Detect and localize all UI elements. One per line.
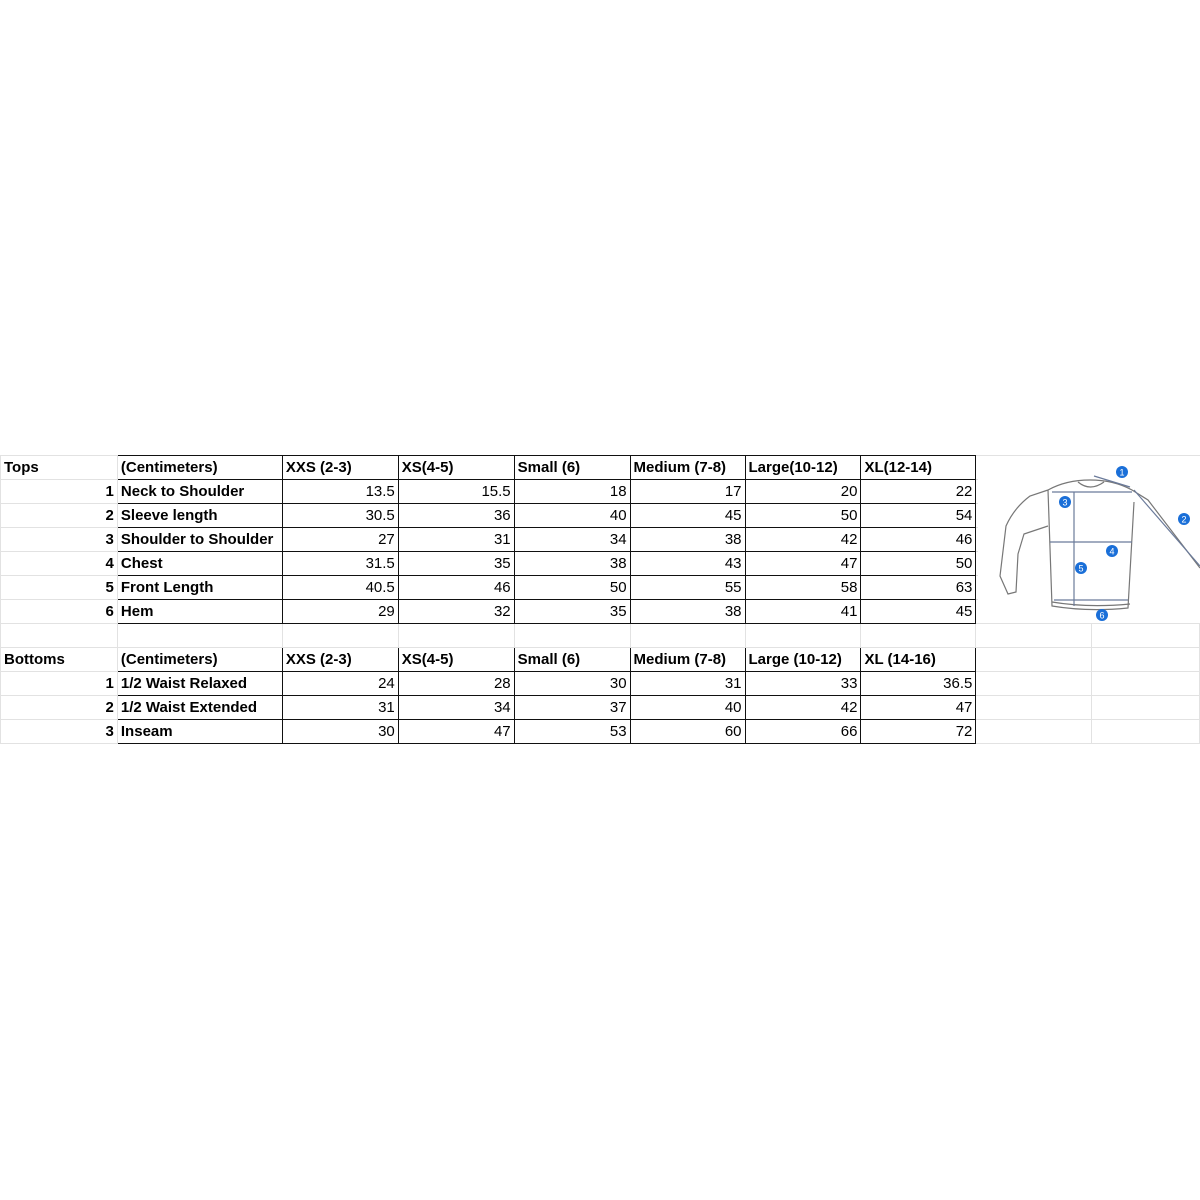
row-index[interactable]: 5 xyxy=(1,576,118,600)
size-chart-sheet xyxy=(0,455,1200,745)
value-cell[interactable]: 38 xyxy=(514,552,630,576)
row-index[interactable]: 1 xyxy=(1,480,118,504)
value-cell[interactable]: 42 xyxy=(745,696,861,720)
empty-cell[interactable] xyxy=(398,624,514,648)
value-cell[interactable]: 13.5 xyxy=(282,480,398,504)
spacer-row xyxy=(1,624,1200,648)
value-cell[interactable]: 58 xyxy=(745,576,861,600)
bottoms-section-label[interactable]: Bottoms xyxy=(1,648,118,672)
tops-header-medium[interactable]: Medium (7-8) xyxy=(630,456,745,480)
value-cell[interactable]: 47 xyxy=(745,552,861,576)
value-cell[interactable]: 34 xyxy=(514,528,630,552)
bottoms-header-row xyxy=(1,648,1200,672)
value-cell[interactable]: 47 xyxy=(398,720,514,744)
value-cell[interactable]: 30 xyxy=(282,720,398,744)
empty-cell[interactable] xyxy=(976,648,1092,672)
tops-header-large[interactable]: Large(10-12) xyxy=(745,456,861,480)
empty-cell[interactable] xyxy=(745,624,861,648)
value-cell[interactable]: 27 xyxy=(282,528,398,552)
empty-cell[interactable] xyxy=(1,624,118,648)
value-cell[interactable]: 31.5 xyxy=(282,552,398,576)
value-cell[interactable]: 30 xyxy=(514,672,630,696)
bottoms-header-large[interactable]: Large (10-12) xyxy=(745,648,861,672)
marker-5-label: 5 xyxy=(1078,563,1084,574)
value-cell[interactable]: 20 xyxy=(745,480,861,504)
row-label[interactable]: Neck to Shoulder xyxy=(117,480,282,504)
marker-3-label: 3 xyxy=(1062,497,1068,508)
value-cell[interactable]: 50 xyxy=(514,576,630,600)
row-index[interactable]: 6 xyxy=(1,600,118,624)
value-cell[interactable]: 40.5 xyxy=(282,576,398,600)
value-cell[interactable]: 15.5 xyxy=(398,480,514,504)
row-index[interactable]: 3 xyxy=(1,528,118,552)
row-index[interactable]: 4 xyxy=(1,552,118,576)
table-row xyxy=(1,696,1200,720)
value-cell[interactable]: 50 xyxy=(861,552,976,576)
empty-cell[interactable] xyxy=(976,672,1092,696)
measurement-lines xyxy=(1050,476,1200,606)
row-label[interactable]: Sleeve length xyxy=(117,504,282,528)
bottoms-header-units[interactable]: (Centimeters) xyxy=(117,648,282,672)
value-cell[interactable]: 54 xyxy=(861,504,976,528)
value-cell[interactable]: 46 xyxy=(398,576,514,600)
row-label[interactable]: Front Length xyxy=(117,576,282,600)
row-index[interactable]: 2 xyxy=(1,696,118,720)
marker-1-label: 1 xyxy=(1119,467,1125,478)
value-cell[interactable]: 35 xyxy=(514,600,630,624)
value-cell[interactable]: 24 xyxy=(282,672,398,696)
tops-header-xs[interactable]: XS(4-5) xyxy=(398,456,514,480)
value-cell[interactable]: 45 xyxy=(630,504,745,528)
row-label[interactable]: Hem xyxy=(117,600,282,624)
bottoms-header-medium[interactable]: Medium (7-8) xyxy=(630,648,745,672)
empty-cell[interactable] xyxy=(1092,648,1200,672)
value-cell[interactable]: 32 xyxy=(398,600,514,624)
row-index[interactable]: 2 xyxy=(1,504,118,528)
value-cell[interactable]: 34 xyxy=(398,696,514,720)
value-cell[interactable]: 50 xyxy=(745,504,861,528)
empty-cell[interactable] xyxy=(1092,624,1200,648)
empty-cell[interactable] xyxy=(630,624,745,648)
value-cell[interactable]: 63 xyxy=(861,576,976,600)
value-cell[interactable]: 66 xyxy=(745,720,861,744)
value-cell[interactable]: 55 xyxy=(630,576,745,600)
sweater-measurement-diagram-icon xyxy=(978,456,1200,623)
table-row xyxy=(1,672,1200,696)
value-cell[interactable]: 31 xyxy=(630,672,745,696)
bottoms-header-small[interactable]: Small (6) xyxy=(514,648,630,672)
bottoms-header-xxs[interactable]: XXS (2-3) xyxy=(282,648,398,672)
value-cell[interactable]: 40 xyxy=(630,696,745,720)
value-cell[interactable]: 18 xyxy=(514,480,630,504)
tops-header-xl[interactable]: XL(12-14) xyxy=(861,456,976,480)
row-label[interactable]: 1/2 Waist Relaxed xyxy=(117,672,282,696)
value-cell[interactable]: 53 xyxy=(514,720,630,744)
tops-header-units[interactable]: (Centimeters) xyxy=(117,456,282,480)
value-cell[interactable]: 43 xyxy=(630,552,745,576)
value-cell[interactable]: 60 xyxy=(630,720,745,744)
value-cell[interactable]: 42 xyxy=(745,528,861,552)
value-cell[interactable]: 29 xyxy=(282,600,398,624)
value-cell[interactable]: 30.5 xyxy=(282,504,398,528)
row-index[interactable]: 3 xyxy=(1,720,118,744)
empty-cell[interactable] xyxy=(861,624,976,648)
row-label[interactable]: 1/2 Waist Extended xyxy=(117,696,282,720)
value-cell[interactable]: 36 xyxy=(398,504,514,528)
value-cell[interactable]: 36.5 xyxy=(861,672,976,696)
empty-cell[interactable] xyxy=(1092,720,1200,744)
bottoms-header-xl[interactable]: XL (14-16) xyxy=(861,648,976,672)
value-cell[interactable]: 41 xyxy=(745,600,861,624)
value-cell[interactable]: 45 xyxy=(861,600,976,624)
empty-cell[interactable] xyxy=(976,624,1092,648)
row-index[interactable]: 1 xyxy=(1,672,118,696)
value-cell[interactable]: 28 xyxy=(398,672,514,696)
value-cell[interactable]: 22 xyxy=(861,480,976,504)
value-cell[interactable]: 47 xyxy=(861,696,976,720)
value-cell[interactable]: 46 xyxy=(861,528,976,552)
tops-section-label[interactable]: Tops xyxy=(1,456,118,480)
tops-header-xxs[interactable]: XXS (2-3) xyxy=(282,456,398,480)
empty-cell[interactable] xyxy=(976,720,1092,744)
empty-cell[interactable] xyxy=(514,624,630,648)
marker-4-label: 4 xyxy=(1109,546,1115,557)
marker-6-label: 6 xyxy=(1099,610,1105,621)
table-row xyxy=(1,720,1200,744)
value-cell[interactable]: 33 xyxy=(745,672,861,696)
empty-cell[interactable] xyxy=(1092,672,1200,696)
sweater-outline xyxy=(1000,480,1200,610)
measurement-markers xyxy=(1059,466,1190,621)
bottoms-header-xs[interactable]: XS(4-5) xyxy=(398,648,514,672)
empty-cell[interactable] xyxy=(976,696,1092,720)
empty-cell[interactable] xyxy=(1092,696,1200,720)
value-cell[interactable]: 17 xyxy=(630,480,745,504)
row-label[interactable]: Chest xyxy=(117,552,282,576)
sweater-diagram-svg xyxy=(978,456,1200,623)
tops-header-small[interactable]: Small (6) xyxy=(514,456,630,480)
value-cell[interactable]: 38 xyxy=(630,528,745,552)
value-cell[interactable]: 40 xyxy=(514,504,630,528)
value-cell[interactable]: 38 xyxy=(630,600,745,624)
row-label[interactable]: Shoulder to Shoulder xyxy=(117,528,282,552)
value-cell[interactable]: 37 xyxy=(514,696,630,720)
empty-cell[interactable] xyxy=(282,624,398,648)
row-label[interactable]: Inseam xyxy=(117,720,282,744)
value-cell[interactable]: 31 xyxy=(282,696,398,720)
marker-2-label: 2 xyxy=(1181,514,1187,525)
empty-cell[interactable] xyxy=(117,624,282,648)
value-cell[interactable]: 72 xyxy=(861,720,976,744)
value-cell[interactable]: 31 xyxy=(398,528,514,552)
value-cell[interactable]: 35 xyxy=(398,552,514,576)
